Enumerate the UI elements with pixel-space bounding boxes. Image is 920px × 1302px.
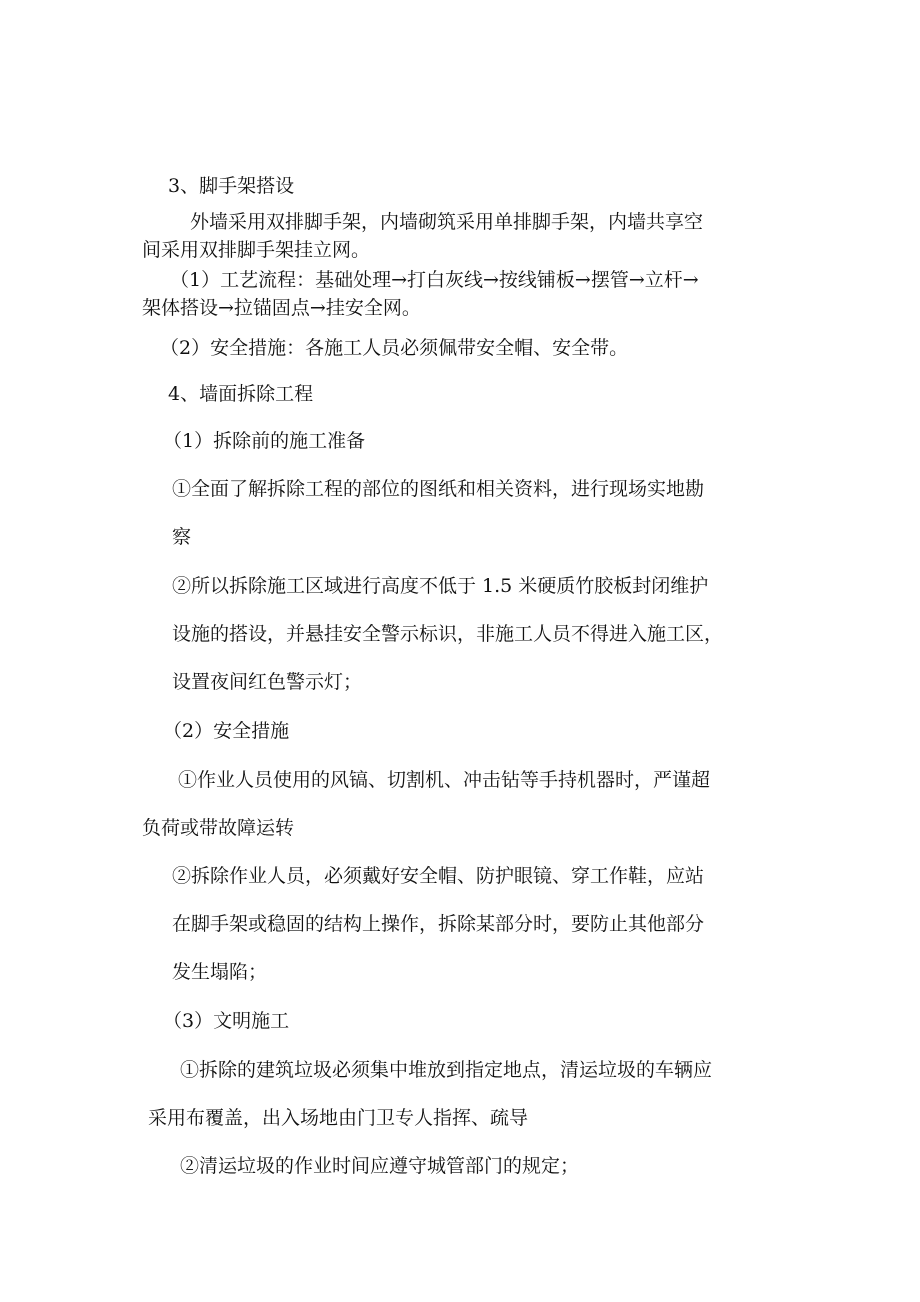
section-3-heading: 3、脚手架搭设	[168, 175, 295, 197]
list-item-line: 察	[172, 526, 192, 548]
list-item-line: ①全面了解拆除工程的部位的图纸和相关资料，进行现场实地勘	[172, 478, 705, 500]
paragraph-line: （1）工艺流程：基础处理→打白灰线→按线铺板→摆管→立杆→	[170, 269, 699, 291]
paragraph-line: （2）安全措施：各施工人员必须佩带安全帽、安全带。	[160, 337, 629, 359]
list-item-line: 在脚手架或稳固的结构上操作，拆除某部分时，要防止其他部分	[172, 913, 705, 935]
list-item-line: ②清运垃圾的作业时间应遵守城管部门的规定；	[180, 1155, 580, 1177]
paragraph-line: 架体搭设→拉锚固点→挂安全网。	[142, 297, 421, 319]
list-item-line: 负荷或带故障运转	[142, 817, 295, 839]
list-item-line: ②所以拆除施工区域进行高度不低于 1.5 米硬质竹胶板封闭维护	[172, 575, 709, 597]
list-item-line: 采用布覆盖，出入场地由门卫专人指挥、疏导	[148, 1107, 529, 1129]
list-item-line: ②拆除作业人员，必须戴好安全帽、防护眼镜、穿工作鞋，应站	[172, 865, 705, 887]
subheading: （3）文明施工	[163, 1010, 290, 1032]
list-item-line: 发生塌陷；	[172, 961, 268, 983]
subheading: （2）安全措施	[163, 720, 290, 742]
list-item-line: 设施的搭设，并悬挂安全警示标识，非施工人员不得进入施工区，	[172, 623, 724, 645]
list-item-line: 设置夜间红色警示灯；	[172, 671, 363, 693]
list-item-line: ①作业人员使用的风镐、切割机、冲击钻等手持机器时，严谨超	[178, 769, 711, 791]
list-item-line: ①拆除的建筑垃圾必须集中堆放到指定地点，清运垃圾的车辆应	[180, 1059, 713, 1081]
paragraph-line: 间采用双排脚手架挂立网。	[142, 239, 371, 261]
section-4-heading: 4、墙面拆除工程	[168, 383, 314, 405]
paragraph-line: 外墙采用双排脚手架，内墙砌筑采用单排脚手架，内墙共享空	[190, 211, 704, 233]
subheading: （1）拆除前的施工准备	[163, 430, 366, 452]
